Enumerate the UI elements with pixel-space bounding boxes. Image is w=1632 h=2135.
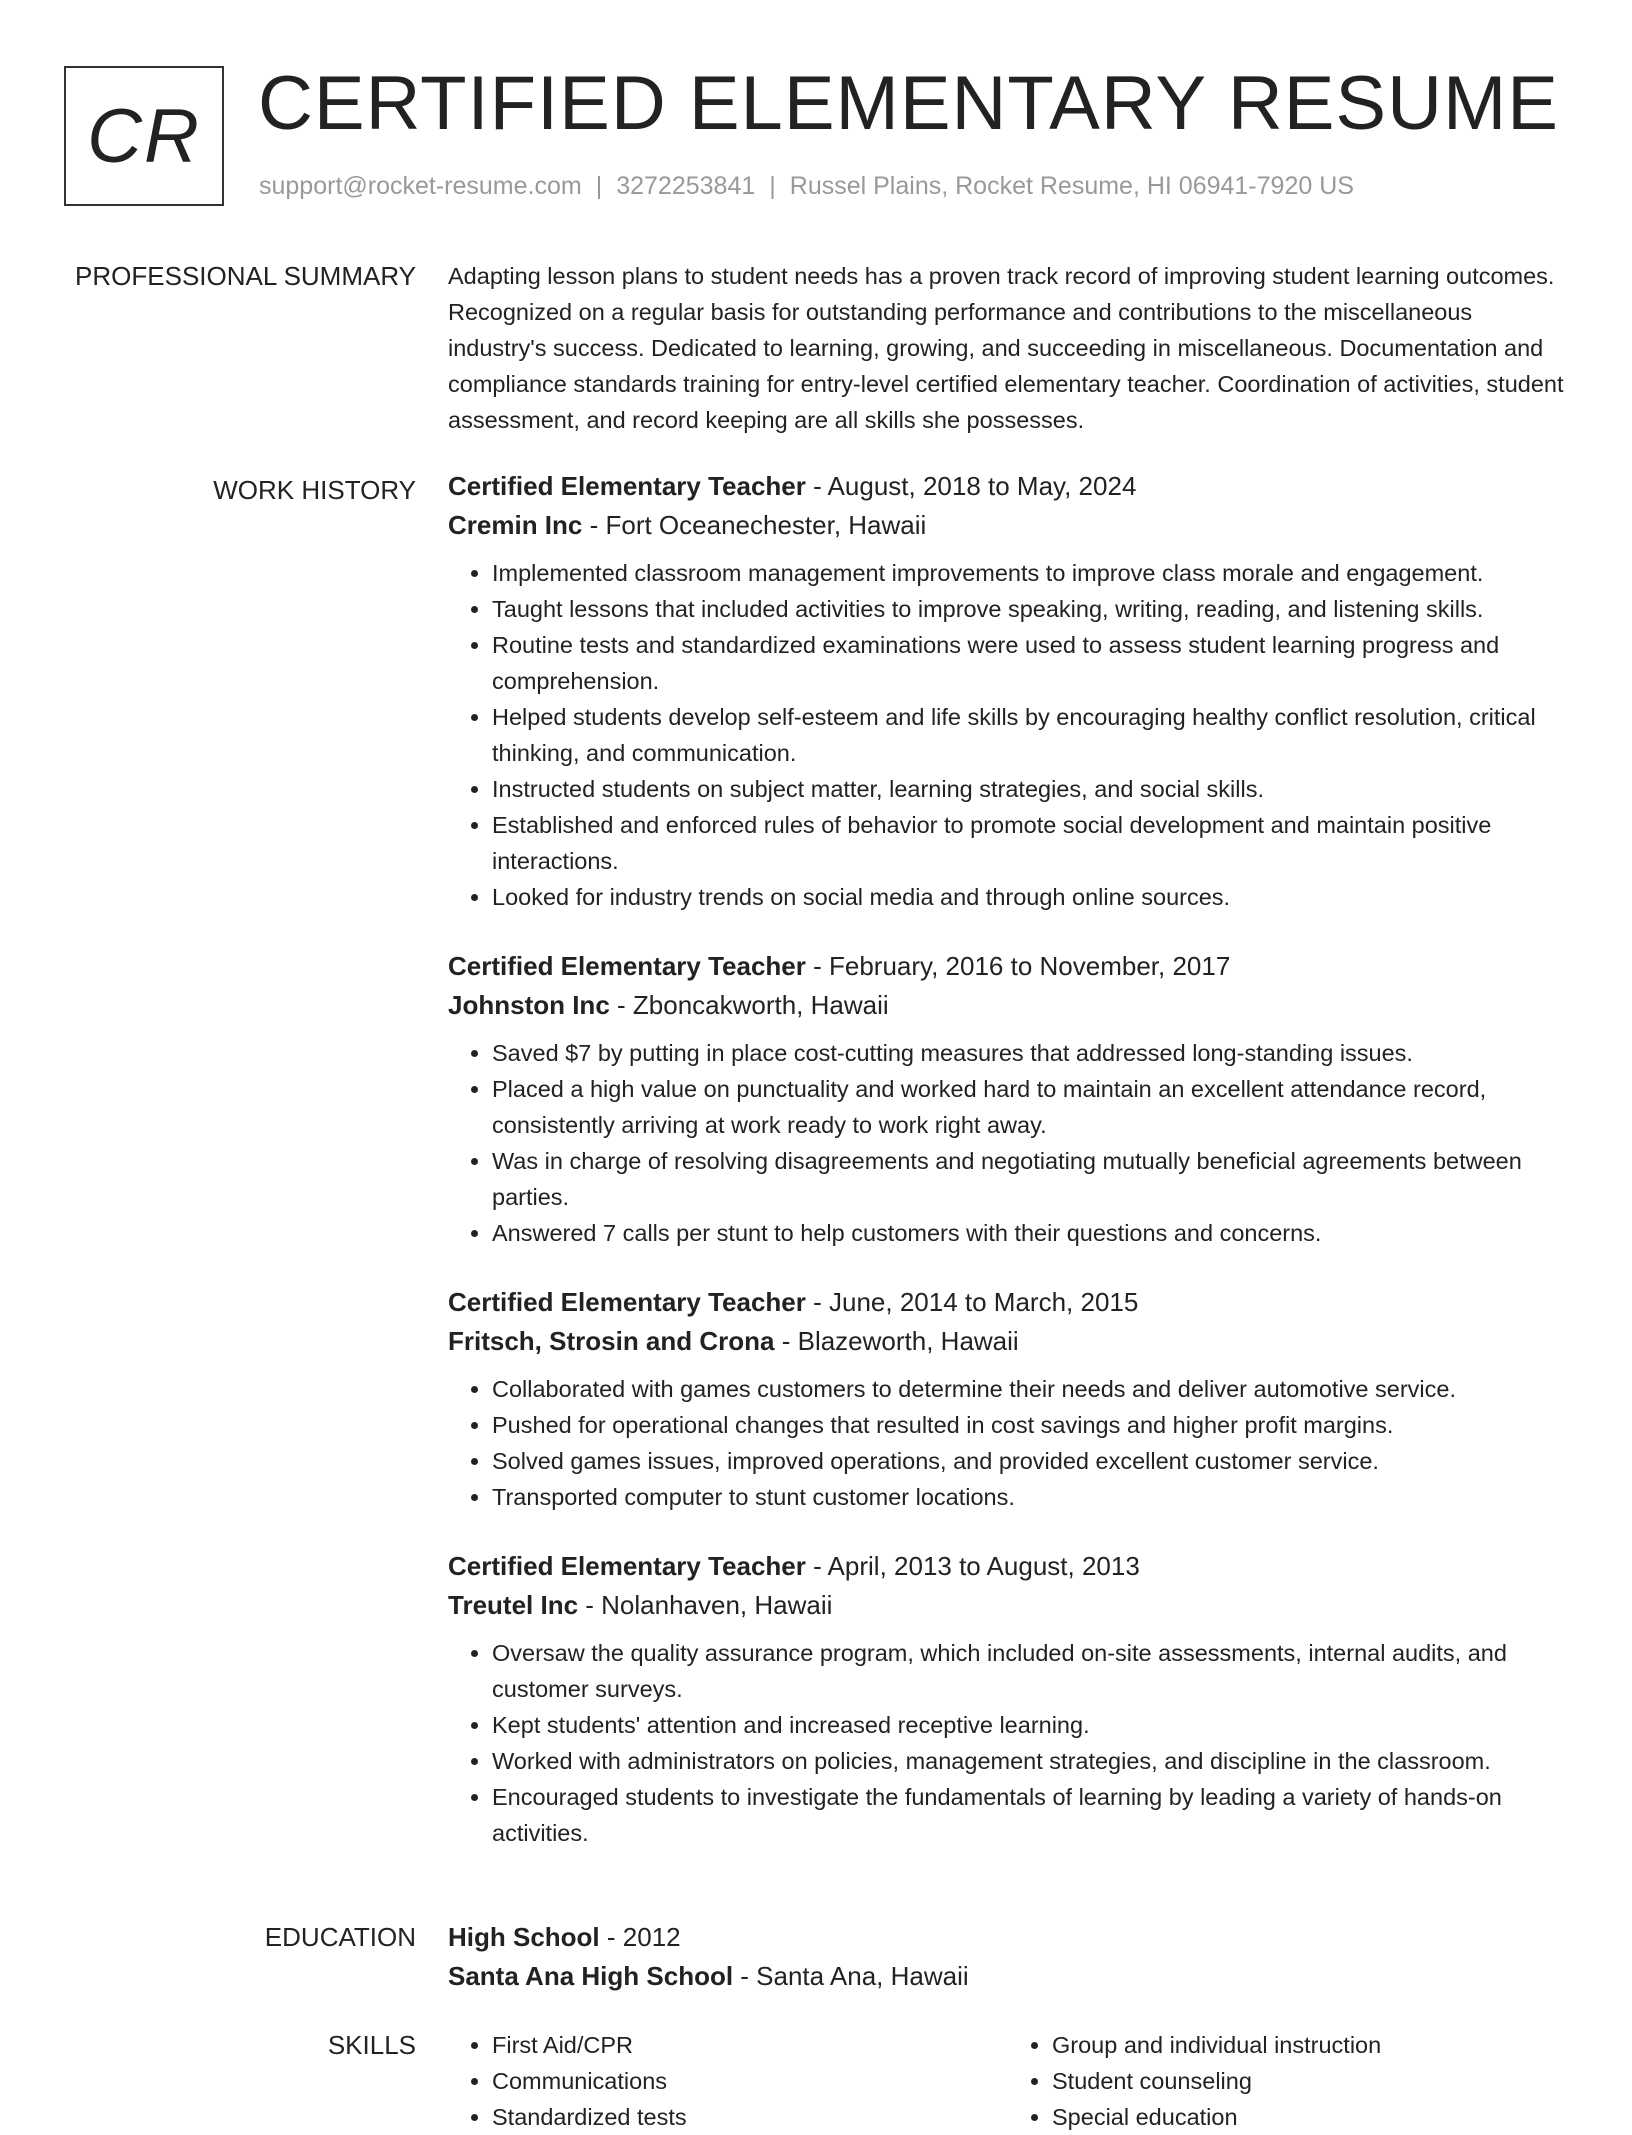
job-bullets xyxy=(448,1035,1568,1251)
job-bullet: • Kept students' attention and increased receptive learning. xyxy=(492,1707,1568,1743)
job-bullet: • Routine tests and standardized examinations were used to assess student learning progress and comprehension. xyxy=(492,627,1568,699)
job-bullet: • Looked for industry trends on social media and through online sources. xyxy=(492,879,1568,915)
education-label: EDUCATION xyxy=(264,1922,416,1952)
job-location: - Fort Oceanechester, Hawaii xyxy=(582,510,927,540)
skill-item: • Student counseling xyxy=(1052,2063,1568,2099)
education-degree-line xyxy=(448,1918,1568,1957)
job-title: Certified Elementary Teacher xyxy=(448,1551,806,1581)
job-bullet: • Was in charge of resolving disagreements and negotiating mutually beneficial agreements between parties. xyxy=(492,1143,1568,1215)
summary-body xyxy=(448,258,1568,438)
job-title: Certified Elementary Teacher xyxy=(448,951,806,981)
job-bullet: • Established and enforced rules of behavior to promote social development and maintain positive interactions. xyxy=(492,807,1568,879)
job-company-line xyxy=(448,506,1568,545)
education-body xyxy=(448,1918,1568,1996)
contact-separator: | xyxy=(595,172,603,200)
job-dates: - February, 2016 to November, 2017 xyxy=(805,951,1231,981)
education-degree: High School xyxy=(448,1922,600,1952)
job-bullet: • Collaborated with games customers to determine their needs and deliver automotive service. xyxy=(492,1371,1568,1407)
job-title-line xyxy=(448,467,1568,506)
job-dates: - August, 2018 to May, 2024 xyxy=(805,471,1137,501)
job-title: Certified Elementary Teacher xyxy=(448,471,806,501)
job-dates: - June, 2014 to March, 2015 xyxy=(805,1287,1139,1317)
job-entry xyxy=(448,1547,1568,1851)
job-bullet: • Implemented classroom management improvements to improve class morale and engagement. xyxy=(492,555,1568,591)
job-location: - Nolanhaven, Hawaii xyxy=(578,1590,833,1620)
job-title-line xyxy=(448,1547,1568,1586)
skill-item: • Special education xyxy=(1052,2099,1568,2135)
contact-phone: 3272253841 xyxy=(616,172,756,200)
job-bullets xyxy=(448,1635,1568,1851)
skill-item: • Standardized tests xyxy=(492,2099,1008,2135)
job-location: - Blazeworth, Hawaii xyxy=(774,1326,1019,1356)
education-school: Santa Ana High School xyxy=(448,1961,734,1991)
skills-label: SKILLS xyxy=(327,2030,416,2060)
summary-label: PROFESSIONAL SUMMARY xyxy=(75,261,416,291)
education-school-line xyxy=(448,1957,1568,1996)
job-bullet: • Worked with administrators on policies, management strategies, and discipline in the classroom. xyxy=(492,1743,1568,1779)
job-bullet: • Taught lessons that included activities to improve speaking, writing, reading, and listening skills. xyxy=(492,591,1568,627)
job-company-line xyxy=(448,1586,1568,1625)
contact-line xyxy=(259,172,1354,201)
job-bullet: • Placed a high value on punctuality and worked hard to maintain an excellent attendance record, consistently arriving at work ready to work right away. xyxy=(492,1071,1568,1143)
job-title-line xyxy=(448,947,1568,986)
job-title-line xyxy=(448,1283,1568,1322)
job-company: Fritsch, Strosin and Crona xyxy=(448,1326,775,1356)
skills-body xyxy=(448,2027,1568,2135)
job-bullet: • Solved games issues, improved operations, and provided excellent customer service. xyxy=(492,1443,1568,1479)
resume-title: CERTIFIED ELEMENTARY RESUME xyxy=(258,61,1559,146)
job-dates: - April, 2013 to August, 2013 xyxy=(805,1551,1140,1581)
job-bullet: • Transported computer to stunt customer locations. xyxy=(492,1479,1568,1515)
job-bullet: • Saved $7 by putting in place cost-cutting measures that addressed long-standing issues. xyxy=(492,1035,1568,1071)
contact-separator: | xyxy=(769,172,776,200)
job-bullet: • Oversaw the quality assurance program, which included on-site assessments, internal audits, and customer surveys. xyxy=(492,1635,1568,1707)
job-bullet: • Answered 7 calls per stunt to help customers with their questions and concerns. xyxy=(492,1215,1568,1251)
job-bullet: • Encouraged students to investigate the fundamentals of learning by leading a variety of hands-on activities. xyxy=(492,1779,1568,1851)
job-company: Johnston Inc xyxy=(448,990,610,1020)
job-location: - Zboncakworth, Hawaii xyxy=(609,990,889,1020)
contact-address: Russel Plains, Rocket Resume, HI 06941-7920 US xyxy=(789,172,1354,200)
education-year: - 2012 xyxy=(599,1922,681,1952)
job-entry xyxy=(448,1283,1568,1515)
summary-text: Adapting lesson plans to student needs has a proven track record of improving student learning outcomes. Recognized on a regular basis for outstanding performance and contributions to the miscellaneous industry's success. Dedicated to learning, growing, and succeeding in miscellaneous. Documentation and compliance standards training for entry-level certified elementary teacher. Coordination of activities, student assessment, and record keeping are all skills she possesses. xyxy=(448,263,1564,433)
job-bullet: • Pushed for operational changes that resulted in cost savings and higher profit margins. xyxy=(492,1407,1568,1443)
skills-list-right xyxy=(1008,2027,1568,2135)
job-entry xyxy=(448,467,1568,915)
skill-item: • Group and individual instruction xyxy=(1052,2027,1568,2063)
education-location: - Santa Ana, Hawaii xyxy=(733,1961,969,1991)
skill-item: • Communications xyxy=(492,2063,1008,2099)
skills-list-left xyxy=(448,2027,1008,2135)
job-company: Treutel Inc xyxy=(448,1590,579,1620)
job-company-line xyxy=(448,986,1568,1025)
skill-item: • First Aid/CPR xyxy=(492,2027,1008,2063)
job-bullet: • Helped students develop self-esteem and life skills by encouraging healthy conflict resolution, critical thinking, and communication. xyxy=(492,699,1568,771)
work-history-label: WORK HISTORY xyxy=(213,475,416,505)
job-company: Cremin Inc xyxy=(448,510,583,540)
job-bullets xyxy=(448,1371,1568,1515)
contact-email: support@rocket-resume.com xyxy=(259,172,582,200)
job-bullets xyxy=(448,555,1568,915)
job-entry xyxy=(448,947,1568,1251)
job-company-line xyxy=(448,1322,1568,1361)
work-history-body xyxy=(448,467,1568,1883)
job-title: Certified Elementary Teacher xyxy=(448,1287,806,1317)
job-bullet: • Instructed students on subject matter, learning strategies, and social skills. xyxy=(492,771,1568,807)
monogram-logo: CR xyxy=(64,66,224,206)
